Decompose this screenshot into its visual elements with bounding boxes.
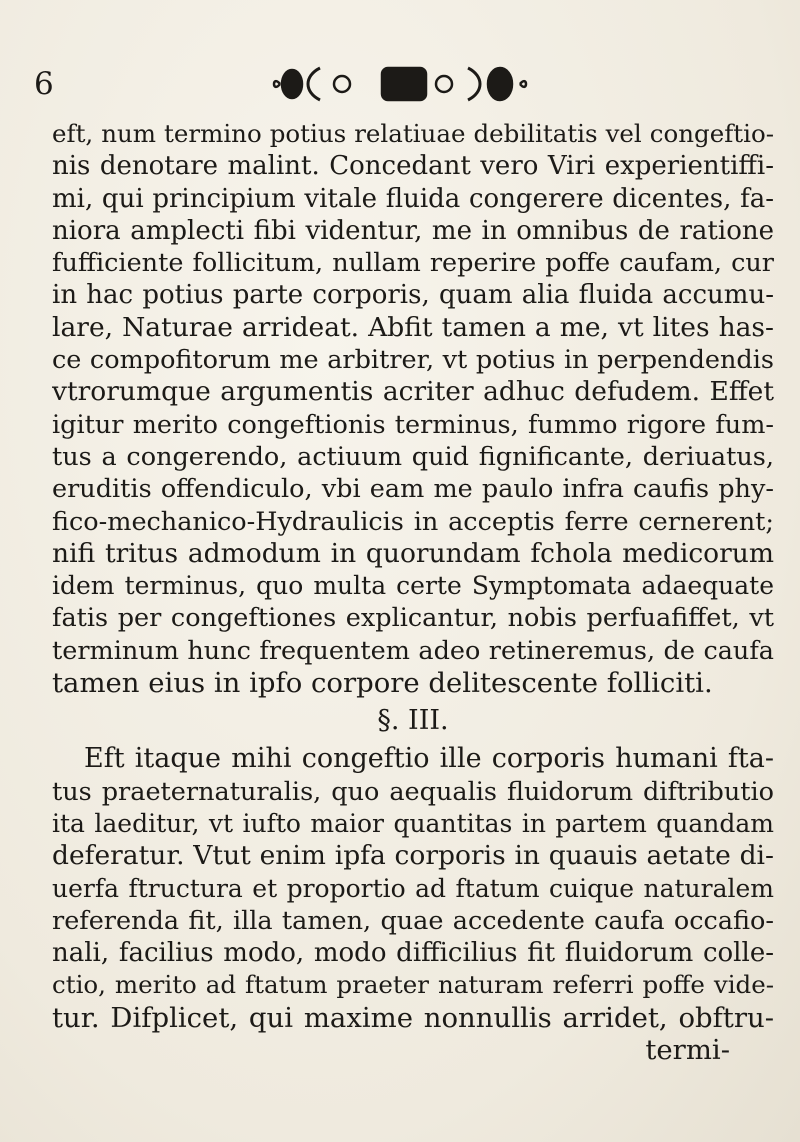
catchword: termi- <box>645 1034 730 1067</box>
body-text <box>52 118 774 1066</box>
text-line: Eft itaque mihi congeftio ille corporis humani fta- <box>84 743 774 775</box>
text-line: nifi tritus admodum in quorundam fchola medicorum <box>52 537 774 569</box>
text-line: fatis per congeftiones explicantur, nobis perfuafiffet, vt <box>52 603 774 634</box>
text-line: terminum hunc frequentem adeo retineremus, de caufa <box>52 635 774 666</box>
paragraph-1 <box>52 118 774 699</box>
text-line: niora amplecti fibi videntur, me in omnibus de ratione <box>52 215 774 246</box>
text-line: vtrorumque argumentis acriter adhuc defudem. Effet <box>52 376 774 408</box>
section-heading: §. III. <box>377 705 449 737</box>
text-line: fico-mechanico-Hydraulicis in acceptis ferre cernerent; <box>52 506 774 537</box>
text-line: ce compofitorum me arbitrer, vt potius in perpendendis <box>52 345 774 376</box>
text-line: lare, Naturae arrideat. Abfit tamen a me, vt lites has- <box>52 311 774 343</box>
paragraph-2 <box>52 743 774 1034</box>
text-line: eruditis offendiculo, vbi eam me paulo infra caufis phy- <box>52 474 774 505</box>
text-line: tur. Difplicet, qui maxime nonnullis arridet, obftru- <box>52 1001 774 1034</box>
text-line: tus a congerendo, actiuum quid fignificante, deriuatus, <box>52 441 774 472</box>
text-line: tamen eius in ipfo corpore delitescente folliciti. <box>52 667 713 700</box>
page-number: 6 <box>34 66 54 102</box>
text-line: nis denotare malint. Concedant vero Viri experientiffi- <box>52 151 774 182</box>
text-line: ita laeditur, vt iufto maior quantitas in partem quandam <box>52 808 774 838</box>
text-line: nali, facilius modo, modo difficilius fit fluidorum colle- <box>52 938 774 969</box>
text-line: fufficiente follicitum, nullam reperire poffe caufam, cur <box>52 248 774 279</box>
text-line: uerfa ftructura et proportio ad ftatum cuique naturalem <box>52 873 774 903</box>
text-line: igitur merito congeftionis terminus, fummo rigore fum- <box>52 409 774 440</box>
text-line: in hac potius parte corporis, quam alia fluida accumu- <box>52 280 774 311</box>
text-line: deferatur. Vtut enim ipfa corporis in quauis aetate di- <box>52 840 774 872</box>
text-line: tus praeternaturalis, quo aequalis fluidorum diftributio <box>52 776 774 807</box>
head-ornament-icon <box>262 62 562 106</box>
text-line: referenda fit, illa tamen, quae accedente caufa occafio- <box>52 905 774 936</box>
text-line: ctio, merito ad ftatum praeter naturam referri poffe vide- <box>52 970 774 1000</box>
running-head <box>0 62 800 112</box>
text-line: idem terminus, quo multa certe Symptomata adaequate <box>52 571 774 601</box>
text-line: mi, qui principium vitale fluida congerere dicentes, fa- <box>52 183 774 214</box>
text-line: eft, num termino potius relatiuae debilitatis vel congeftio- <box>52 119 774 148</box>
